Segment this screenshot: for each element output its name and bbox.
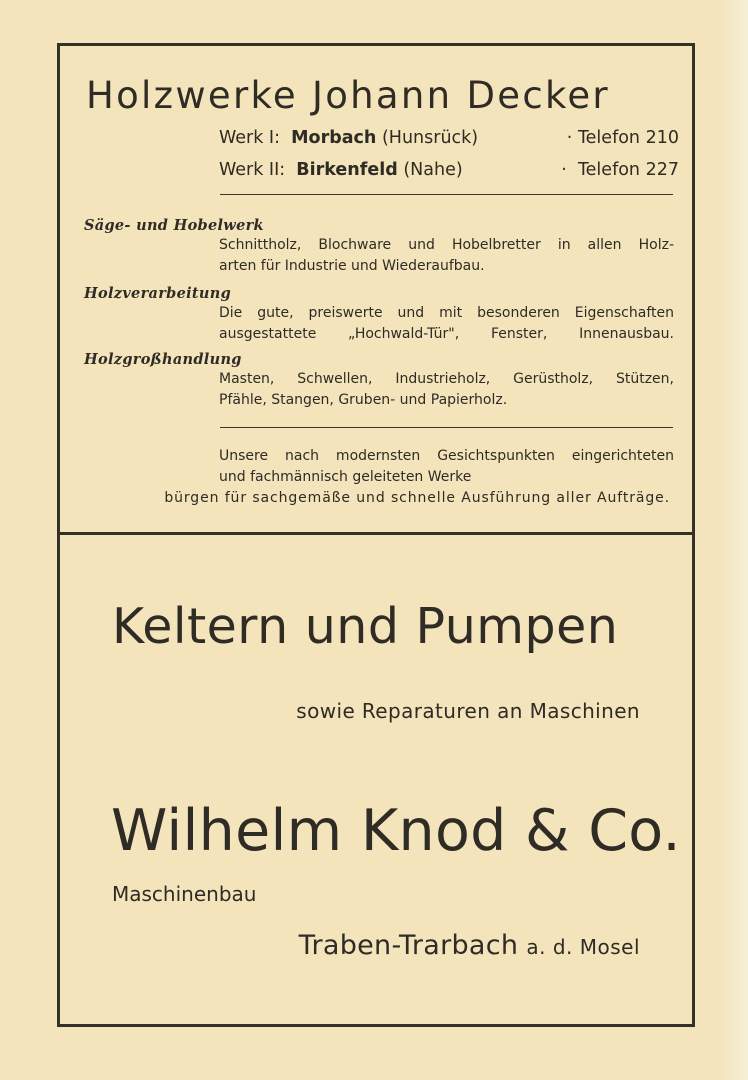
phone-number: Telefon 210 — [577, 128, 679, 148]
advertisement-frame — [57, 43, 695, 1027]
works-line-1 — [219, 128, 679, 148]
section-line: ausgestattete „Hochwald-Tür", Fenster, Innenausbau. — [219, 326, 674, 342]
works-phone — [561, 160, 679, 180]
closing-line: Unsere nach modernsten Gesichtspunkten eingerichteten — [219, 448, 674, 464]
section-title: Säge- und Hobelwerk — [84, 217, 264, 234]
section-line: Die gute, preiswerte und mit besonderen Eigenschaften — [219, 305, 674, 321]
section-line: Schnittholz, Blochware und Hobelbretter in allen Holz- — [219, 237, 674, 253]
ad-divider — [60, 532, 692, 535]
river-name: a. d. Mosel — [526, 935, 640, 959]
divider-line — [220, 194, 673, 195]
separator: · — [566, 128, 573, 148]
section-text — [219, 235, 674, 277]
separator: · — [561, 160, 567, 180]
section-title: Holzgroßhandlung — [84, 351, 242, 368]
company-title: Holzwerke Johann Decker — [86, 74, 610, 117]
section-title: Holzverarbeitung — [84, 285, 232, 302]
works-label: Werk I: — [219, 128, 280, 148]
closing-text — [219, 446, 674, 488]
company-location — [299, 930, 640, 961]
closing-line: bürgen für sachgemäße und schnelle Ausführung aller Aufträge. — [164, 490, 670, 506]
works-label: Werk II: — [219, 160, 286, 180]
works-region: (Nahe) — [403, 160, 463, 180]
section-text — [219, 303, 674, 345]
page-edge — [718, 0, 748, 1080]
works-line-2 — [219, 160, 679, 180]
section-line: arten für Industrie und Wiederaufbau. — [219, 258, 485, 274]
company-trade: Maschinenbau — [112, 882, 257, 906]
works-region: (Hunsrück) — [381, 128, 479, 148]
section-text — [219, 369, 674, 411]
city-name: Traben-Trarbach — [298, 930, 519, 961]
works-place: Morbach — [291, 128, 377, 148]
phone-number: Telefon 227 — [577, 160, 679, 180]
section-line: Pfähle, Stangen, Gruben- und Papierholz. — [219, 392, 508, 408]
closing-line: und fachmännisch geleiteten Werke — [219, 469, 472, 485]
products-heading: Keltern und Pumpen — [112, 598, 619, 655]
section-line: Masten, Schwellen, Industrieholz, Gerüstholz, Stützen, — [219, 371, 674, 387]
divider-line — [220, 427, 673, 428]
company-name: Wilhelm Knod & Co. — [111, 798, 681, 864]
works-phone — [567, 128, 679, 148]
services-subheading: sowie Reparaturen an Maschinen — [296, 699, 640, 723]
works-place: Birkenfeld — [296, 160, 398, 180]
